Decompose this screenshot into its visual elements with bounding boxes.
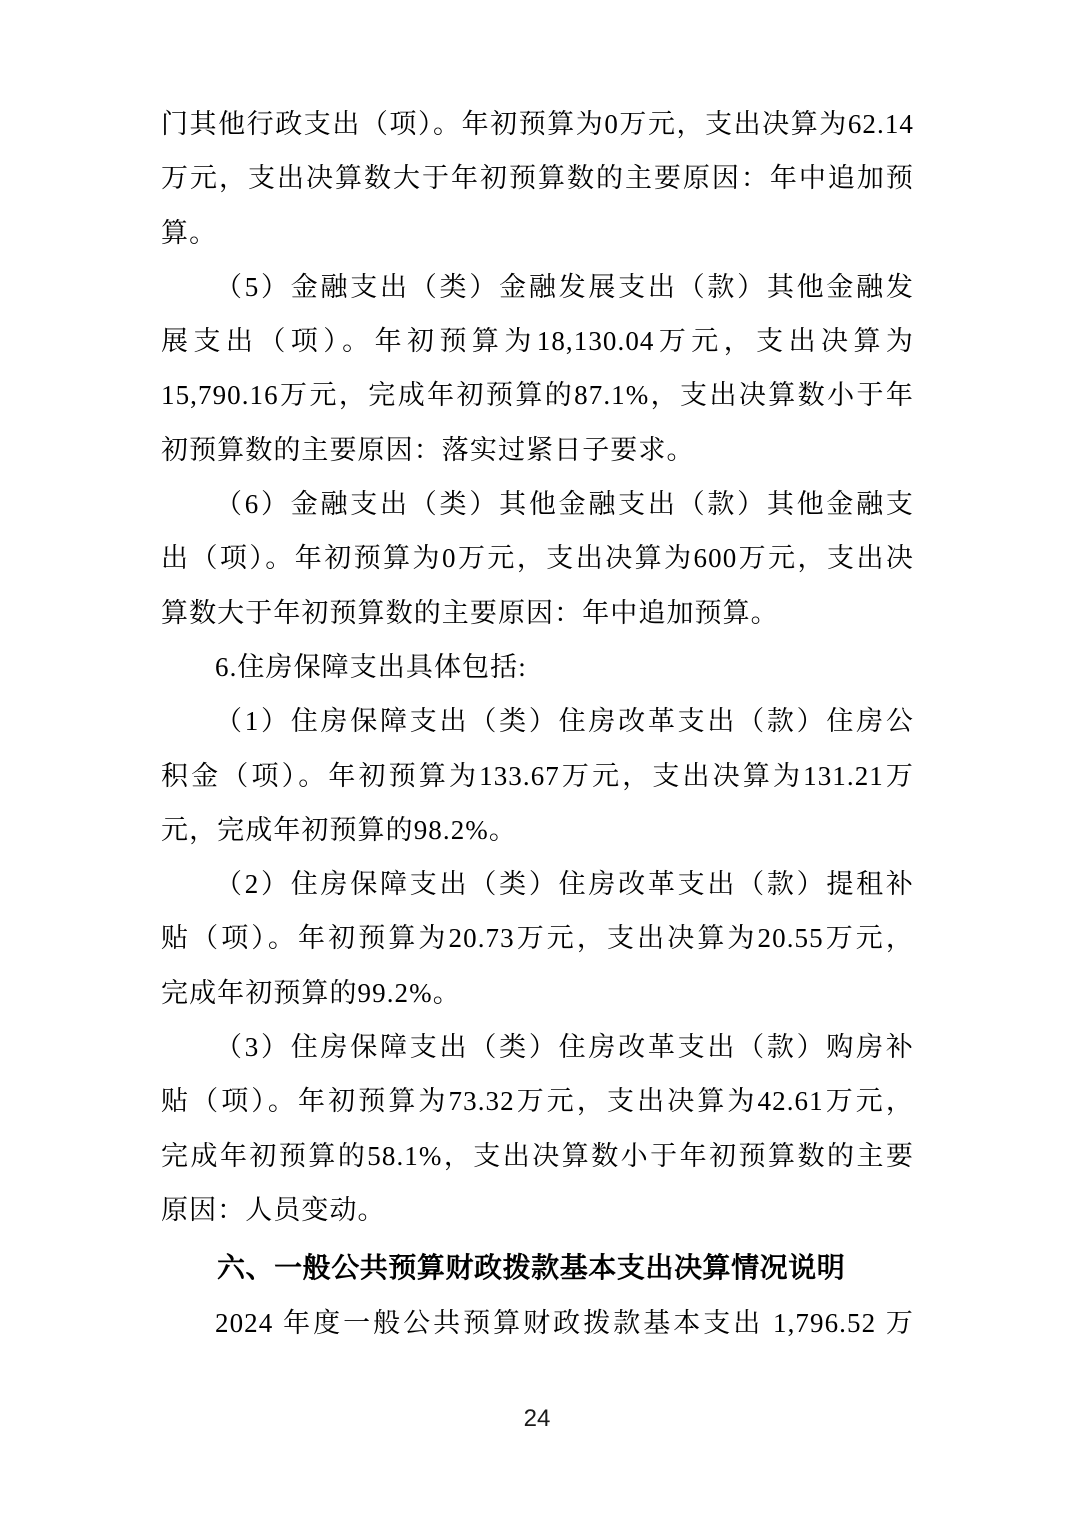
- body-line: 门其他行政支出（项）。年初预算为0万元，支出决算为62.14: [161, 109, 914, 139]
- body-line: （6）金融支出（类）其他金融支出（款）其他金融支: [215, 489, 914, 520]
- body-line: 初预算数的主要原因：落实过紧日子要求。: [161, 434, 695, 465]
- body-line: 贴（项）。年初预算为20.73万元，支出决算为20.55万元，: [161, 923, 914, 954]
- body-line: 元，完成年初预算的98.2%。: [161, 814, 517, 845]
- body-line: 贴（项）。年初预算为73.32万元，支出决算为42.61万元，: [161, 1086, 914, 1117]
- body-line: （1）住房保障支出（类）住房改革支出（款）住房公: [215, 706, 914, 737]
- body-line: 积金（项）。年初预算为133.67万元，支出决算为131.21万: [161, 760, 914, 791]
- body-line: 万元，支出决算数大于年初预算数的主要原因：年中追加预: [161, 163, 914, 194]
- body-line: 出（项）。年初预算为0万元，支出决算为600万元，支出决: [161, 543, 914, 574]
- document-body: [161, 97, 914, 1350]
- body-line: 原因：人员变动。: [161, 1194, 386, 1225]
- body-line: 完成年初预算的99.2%。: [161, 977, 461, 1008]
- body-line: 算。: [161, 217, 218, 248]
- body-line: 2024 年度一般公共预算财政拨款基本支出 1,796.52 万: [215, 1307, 914, 1338]
- body-line: （5）金融支出（类）金融发展支出（款）其他金融发: [215, 271, 914, 302]
- body-line: 15,790.16万元，完成年初预算的87.1%，支出决算数小于年: [161, 380, 914, 411]
- body-line: 6.住房保障支出具体包括:: [215, 651, 527, 682]
- body-line: （3）住房保障支出（类）住房改革支出（款）购房补: [215, 1032, 914, 1063]
- body-line: （2）住房保障支出（类）住房改革支出（款）提租补: [215, 869, 914, 900]
- page-number: 24: [523, 1405, 551, 1432]
- body-line: 展支出（项）。年初预算为18,130.04万元，支出决算为: [161, 326, 914, 357]
- body-line: 完成年初预算的58.1%，支出决算数小于年初预算数的主要: [161, 1140, 914, 1171]
- section-heading: 六、一般公共预算财政拨款基本支出决算情况说明: [217, 1252, 846, 1284]
- body-line: 算数大于年初预算数的主要原因：年中追加预算。: [161, 597, 779, 628]
